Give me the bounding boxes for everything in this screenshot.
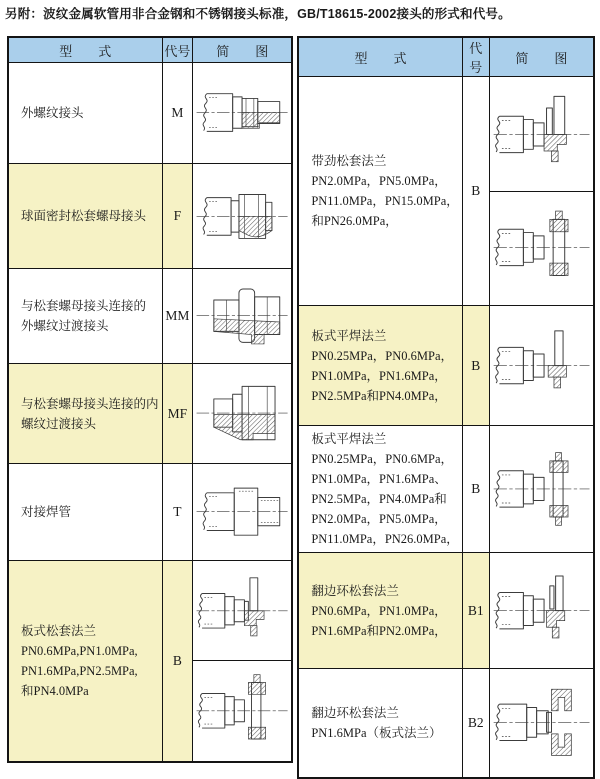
col-header-diagram: 简 图 xyxy=(489,37,594,77)
diagram-stack xyxy=(193,165,291,267)
diagram-stack xyxy=(193,562,291,760)
flange-plate-loose-bottom-icon xyxy=(195,664,289,758)
table-row xyxy=(8,561,292,762)
diagram-stack xyxy=(490,428,593,550)
type-line: PN1.6MPa（板式法兰） xyxy=(311,725,442,740)
diagram-box xyxy=(490,670,593,776)
table-row xyxy=(298,553,594,669)
table-row xyxy=(298,77,594,306)
flange-neck-loose-bottom-icon xyxy=(492,194,591,301)
type-line: PN1.0MPa，PN1.6MPa， xyxy=(311,368,447,383)
flange-plate-weld-b-icon xyxy=(492,431,591,547)
type-cell xyxy=(8,269,162,364)
diagram-box xyxy=(490,307,593,424)
type-line: PN2.5MPa，PN4.0MPa和 xyxy=(311,492,447,506)
diagram-cell xyxy=(193,63,293,164)
diagram-stack xyxy=(490,554,593,667)
type-line: PN0.6MPa，PN1.0MPa， xyxy=(311,603,447,618)
type-line: PN2.0MPa，PN5.0MPa， xyxy=(311,512,447,526)
code-cell: B2 xyxy=(462,669,489,778)
code-cell: F xyxy=(162,164,193,269)
flange-flared-ring-b2-icon xyxy=(492,672,591,773)
flange-plate-weld-a-icon xyxy=(492,310,591,421)
type-cell xyxy=(298,669,462,778)
table-row xyxy=(298,306,594,426)
type-line: 带劲松套法兰 xyxy=(311,154,387,168)
type-line: PN2.0MPa，PN5.0MPa， xyxy=(311,174,447,188)
code-cell: T xyxy=(162,464,193,561)
diagram-cell xyxy=(489,77,594,306)
table-row xyxy=(8,269,292,364)
type-line: PN2.5MPa和PN4.0MPa， xyxy=(311,388,447,403)
type-line: PN11.0MPa，PN15.0MPa， xyxy=(311,194,459,208)
type-line: PN0.25MPa，PN0.6MPa， xyxy=(311,348,453,363)
type-cell xyxy=(8,561,162,762)
tables-container xyxy=(7,36,595,779)
table-row xyxy=(8,464,292,561)
type-line: 外螺纹接头 xyxy=(21,106,84,120)
table-row xyxy=(298,426,594,553)
table-row xyxy=(298,669,594,778)
type-cell xyxy=(298,426,462,553)
diagram-box xyxy=(490,191,593,305)
diagram-stack xyxy=(193,465,291,559)
type-line: 板式平焊法兰 xyxy=(311,432,387,446)
col-header-code: 代号 xyxy=(462,37,489,77)
connector-table-right xyxy=(297,36,595,779)
flange-flared-ring-b1-icon xyxy=(492,557,591,664)
code-cell: B xyxy=(462,77,489,306)
left-table-body xyxy=(8,63,292,762)
fitting-butt-weld-pipe-icon xyxy=(195,467,289,556)
fitting-male-male-adapter-icon xyxy=(195,272,289,359)
type-line: PN11.0MPa，PN26.0MPa， xyxy=(311,532,459,546)
diagram-box xyxy=(193,270,291,362)
col-header-code: 代号 xyxy=(162,37,193,63)
table-row xyxy=(8,63,292,164)
diagram-stack xyxy=(193,64,291,162)
diagram-stack xyxy=(193,270,291,362)
type-cell xyxy=(8,364,162,464)
col-header-type: 型 式 xyxy=(298,37,462,77)
type-cell xyxy=(8,464,162,561)
type-cell xyxy=(298,77,462,306)
header-row xyxy=(8,37,292,63)
table-row xyxy=(8,364,292,464)
col-header-diagram: 简 图 xyxy=(193,37,293,63)
diagram-cell xyxy=(489,306,594,426)
diagram-box xyxy=(193,165,291,267)
diagram-stack xyxy=(193,365,291,462)
type-cell xyxy=(298,553,462,669)
flange-neck-loose-top-icon xyxy=(492,81,591,188)
fitting-male-female-adapter-icon xyxy=(195,367,289,459)
flange-plate-loose-top-icon xyxy=(195,564,289,658)
type-line: PN1.6MPa和PN2.0MPa， xyxy=(311,623,447,638)
diagram-cell xyxy=(489,669,594,778)
code-cell: B1 xyxy=(462,553,489,669)
type-line: 板式松套法兰 xyxy=(21,623,97,638)
diagram-cell xyxy=(193,164,293,269)
connector-table-left xyxy=(7,36,293,763)
code-cell: B xyxy=(462,306,489,426)
type-cell xyxy=(8,164,162,269)
diagram-cell xyxy=(489,553,594,669)
right-table-body xyxy=(298,77,594,778)
code-cell: B xyxy=(462,426,489,553)
type-line: 板式平焊法兰 xyxy=(311,328,387,343)
diagram-cell xyxy=(193,269,293,364)
code-cell: MM xyxy=(162,269,193,364)
header-row xyxy=(298,37,594,77)
diagram-cell xyxy=(193,561,293,762)
diagram-box xyxy=(490,554,593,667)
type-line: 翻边环松套法兰 xyxy=(311,705,399,720)
fitting-sphere-seal-nut-icon xyxy=(195,168,289,265)
type-line: 和PN26.0MPa， xyxy=(311,214,398,228)
diagram-box xyxy=(193,365,291,462)
type-cell xyxy=(298,306,462,426)
type-line: 对接焊管 xyxy=(21,505,72,519)
type-cell xyxy=(8,63,162,164)
diagram-stack xyxy=(490,78,593,304)
type-line: PN1.0MPa，PN1.6MPa、 xyxy=(311,472,447,486)
diagram-cell xyxy=(489,426,594,553)
code-cell: B xyxy=(162,561,193,762)
page-title: 另附：波纹金属软管用非合金钢和不锈钢接头标准，GB/T18615-2002接头的形式和代号。 xyxy=(5,7,511,21)
diagram-box xyxy=(490,428,593,550)
diagram-cell xyxy=(193,364,293,464)
table-row xyxy=(8,164,292,269)
type-line: 翻边环松套法兰 xyxy=(311,583,399,598)
type-line: 和PN4.0MPa xyxy=(21,683,89,698)
diagram-stack xyxy=(490,307,593,424)
diagram-box xyxy=(490,78,593,191)
type-line: 螺纹过渡接头 xyxy=(21,416,97,431)
type-line: 与松套螺母接头连接的 xyxy=(21,299,147,313)
diagram-box xyxy=(193,562,291,661)
type-line: 外螺纹过渡接头 xyxy=(21,319,109,333)
code-cell: MF xyxy=(162,364,193,464)
diagram-cell xyxy=(193,464,293,561)
fitting-male-thread-icon xyxy=(195,66,289,159)
col-header-type: 型 式 xyxy=(8,37,162,63)
type-line: PN1.6MPa,PN2.5MPa, xyxy=(21,663,138,678)
code-cell: M xyxy=(162,63,193,164)
diagram-stack xyxy=(490,670,593,776)
type-line: PN0.6MPa,PN1.0MPa, xyxy=(21,643,138,658)
type-line: 球面密封松套螺母接头 xyxy=(21,209,147,223)
diagram-box xyxy=(193,465,291,559)
diagram-box xyxy=(193,660,291,760)
type-line: PN0.25MPa，PN0.6MPa， xyxy=(311,452,453,466)
diagram-box xyxy=(193,64,291,162)
type-line: 与松套螺母接头连接的内 xyxy=(21,396,159,411)
